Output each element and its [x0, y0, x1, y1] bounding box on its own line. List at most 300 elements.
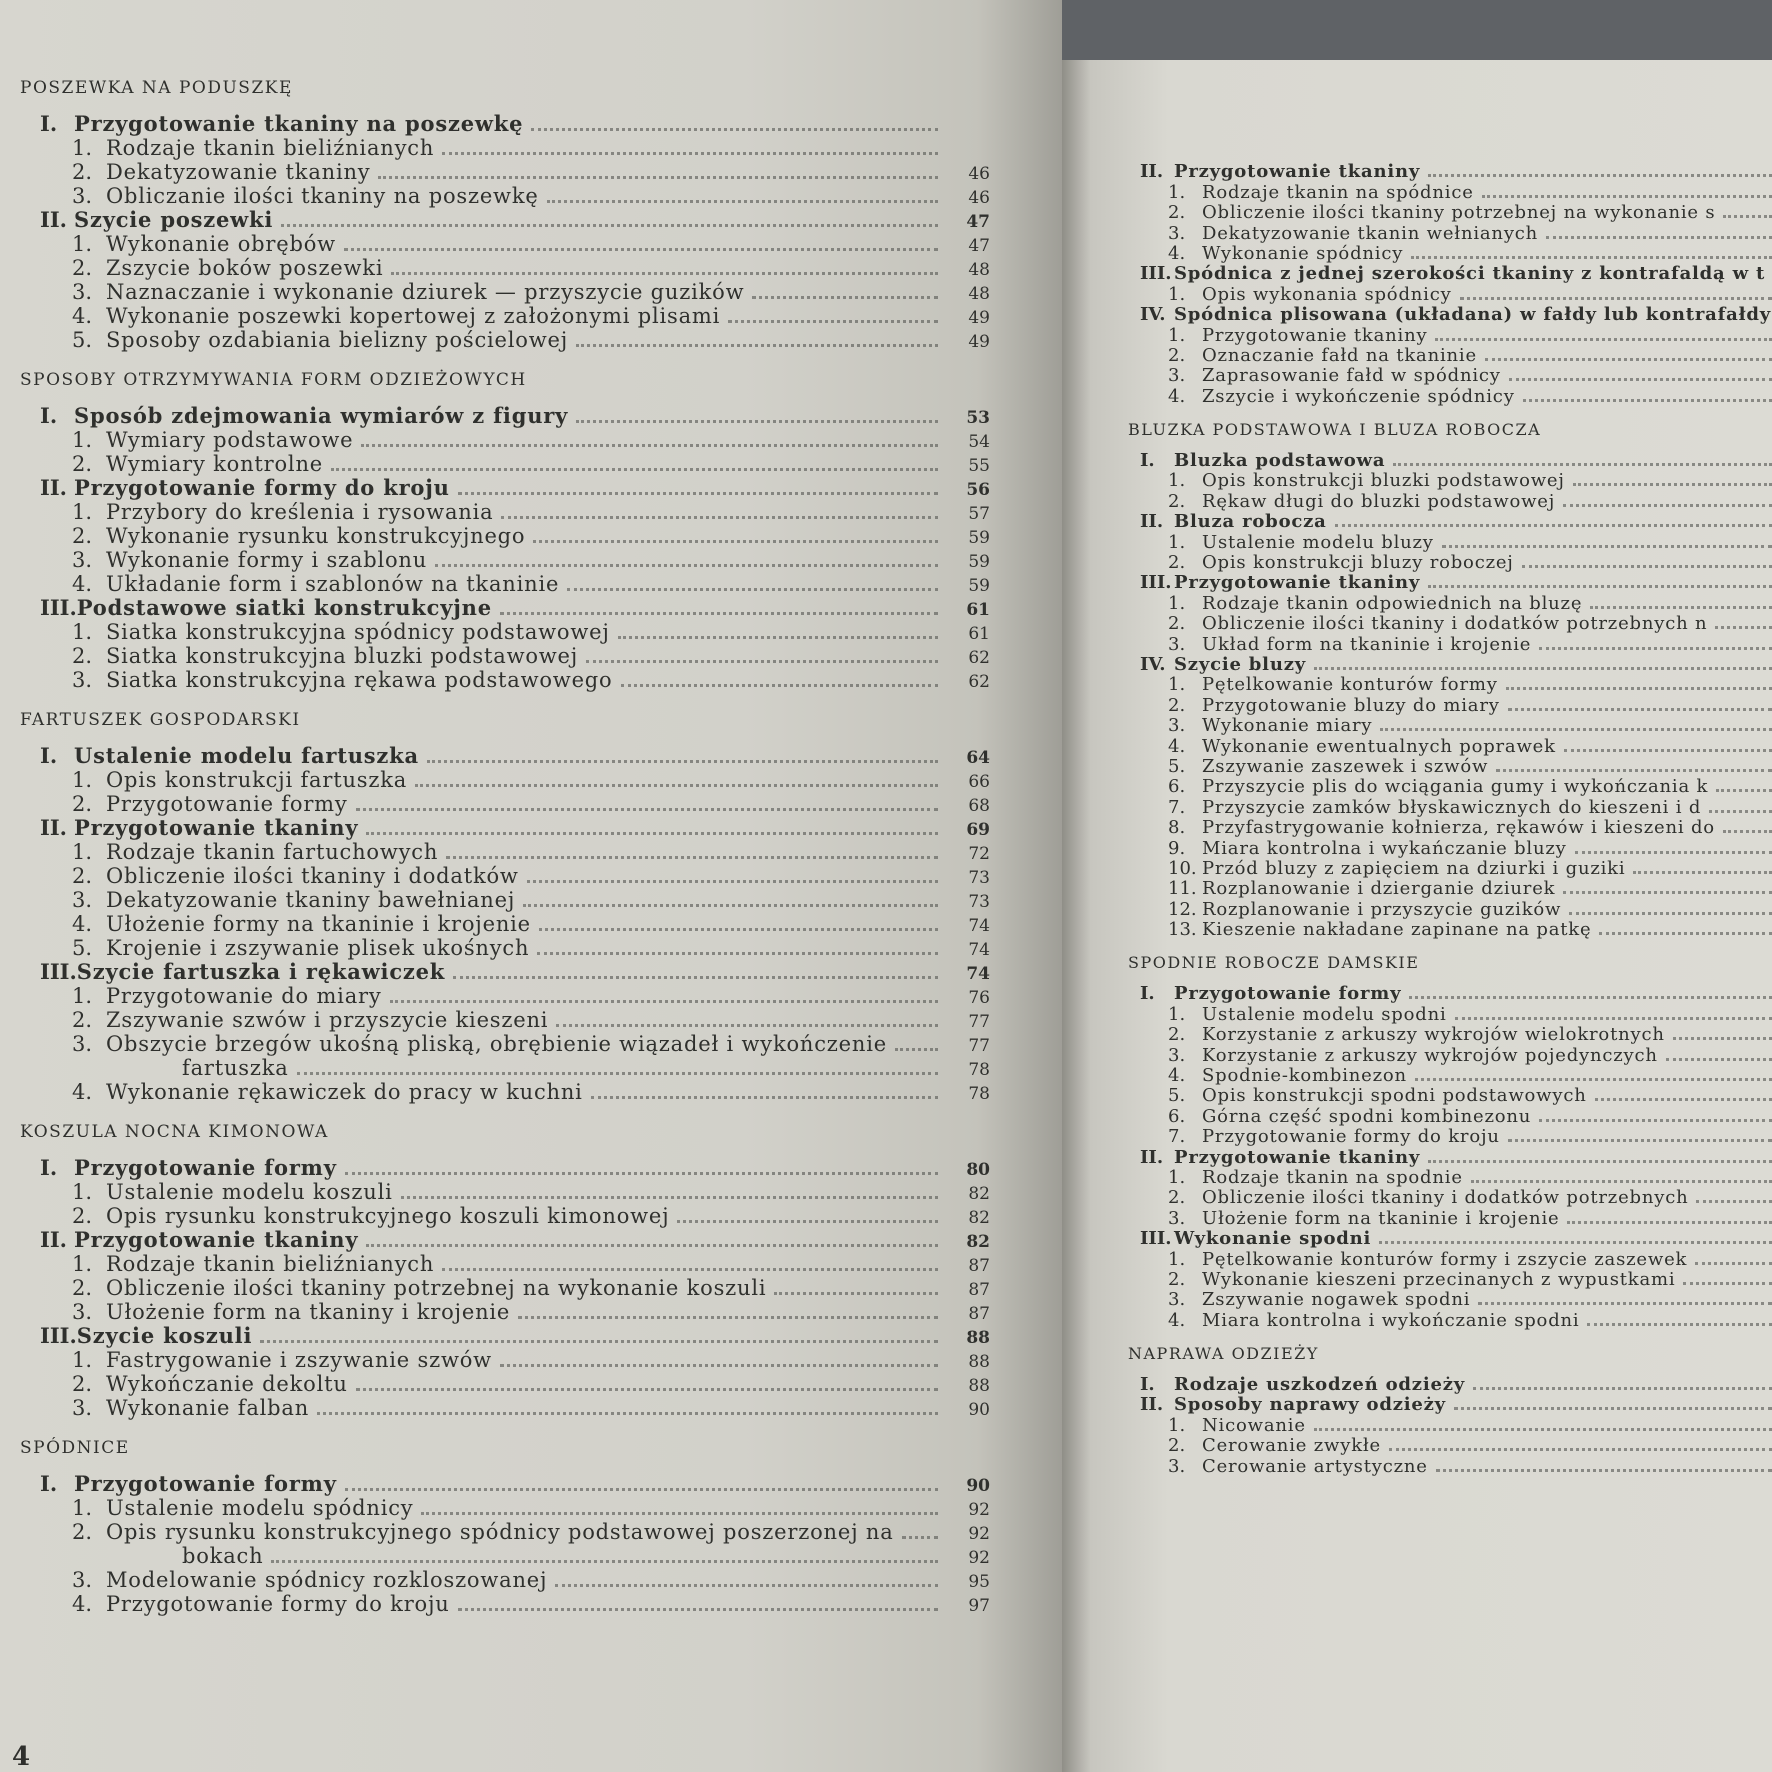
dot-leader	[1573, 469, 1772, 486]
entry-page-number: 92	[968, 1500, 990, 1520]
toc-chapter-entry	[1128, 1395, 1772, 1415]
entry-page-number: 87	[968, 1304, 990, 1324]
dot-leader	[533, 526, 938, 543]
entry-page-number: 69	[966, 820, 990, 840]
dot-leader	[500, 1350, 938, 1367]
entry-number: 1.	[72, 840, 93, 864]
toc-entry	[1128, 879, 1772, 899]
entry-page-number: 57	[968, 504, 990, 524]
dot-leader	[1673, 1023, 1772, 1040]
dot-leader	[677, 1206, 938, 1223]
entry-title: Zaprasowanie fałd w spódnicy	[1202, 365, 1501, 387]
dot-leader	[1522, 551, 1772, 568]
toc-chapter-entry	[20, 596, 990, 620]
entry-title: Miara kontrolna i wykańczanie bluzy	[1202, 837, 1567, 859]
toc-entry	[20, 1252, 990, 1276]
entry-title: Wykonanie falban	[106, 1396, 310, 1420]
entry-number: 5.	[1168, 1085, 1186, 1107]
entry-page-number: 77	[968, 1012, 990, 1032]
toc-entry	[20, 644, 990, 668]
toc-entry	[1128, 386, 1772, 406]
entry-title: Przygotowanie formy do kroju	[1202, 1126, 1500, 1148]
entry-page-number: 49	[968, 332, 990, 352]
toc-entry	[1128, 1208, 1772, 1228]
toc-entry	[20, 1496, 990, 1520]
entry-title: Kieszenie nakładane zapinane na patkę	[1202, 919, 1592, 941]
entry-number: 7.	[1168, 796, 1186, 818]
entry-number: I.	[40, 111, 58, 136]
toc-entry	[20, 304, 990, 328]
entry-title: Szycie poszewki	[74, 207, 274, 232]
toc-entry	[1128, 1188, 1772, 1208]
dot-leader	[271, 1546, 938, 1563]
dot-leader	[421, 1498, 938, 1515]
entry-title: Krojenie i zszywanie plisek ukośnych	[106, 936, 530, 960]
dot-leader	[1563, 490, 1772, 507]
entry-page-number: 54	[968, 432, 990, 452]
dot-leader	[344, 234, 938, 251]
entry-number: 2.	[72, 1204, 93, 1228]
entry-page-number: 88	[968, 1376, 990, 1396]
entry-page-number: 82	[968, 1208, 990, 1228]
entry-title: Rodzaje tkanin odpowiednich na bluzę	[1202, 592, 1583, 614]
dot-leader	[752, 282, 938, 299]
entry-title: Sposób zdejmowania wymiarów z figury	[74, 403, 569, 428]
toc-entry	[20, 160, 990, 184]
dot-leader	[345, 1474, 938, 1491]
entry-title: Przygotowanie formy	[74, 1155, 337, 1180]
entry-title: Obliczenie ilości tkaniny potrzebnej na wykonanie koszuli	[106, 1276, 767, 1300]
toc-entry	[1128, 1436, 1772, 1456]
entry-title: Układ form na tkaninie i krojenie	[1202, 633, 1532, 655]
entry-number: II.	[1140, 1146, 1164, 1168]
dot-leader	[1696, 1186, 1772, 1203]
toc-entry	[20, 1080, 990, 1104]
entry-number: 3.	[1168, 1044, 1186, 1066]
dot-leader	[1587, 1309, 1772, 1326]
toc-chapter-entry	[20, 1228, 990, 1252]
entry-number: 7.	[1168, 1126, 1186, 1148]
entry-title: Przyszycie zamków błyskawicznych do kieszeni i d	[1202, 796, 1702, 818]
dot-leader	[1633, 857, 1772, 874]
entry-title: Korzystanie z arkuszy wykrojów pojedynczych	[1202, 1044, 1658, 1066]
dot-leader	[591, 1082, 938, 1099]
toc-chapter-entry	[1128, 1375, 1772, 1395]
dot-leader	[1508, 1125, 1772, 1142]
dot-leader	[902, 1522, 938, 1539]
dot-leader	[356, 1374, 938, 1391]
entry-number: 11.	[1168, 878, 1197, 900]
entry-number: I.	[40, 743, 58, 768]
toc-entry	[20, 1032, 990, 1056]
entry-number: II.	[1140, 1394, 1164, 1416]
entry-title: fartuszka	[182, 1056, 289, 1080]
entry-title: Spódnica plisowana (układana) w fałdy lub kontrafałdy	[1174, 304, 1771, 326]
entry-title: Górna część spodni kombinezonu	[1202, 1105, 1532, 1127]
dot-leader	[1508, 694, 1772, 711]
dot-leader	[621, 670, 939, 687]
toc-entry	[20, 1348, 990, 1372]
entry-title: Ustalenie modelu koszuli	[106, 1180, 393, 1204]
entry-title: Rodzaje tkanin na spódnice	[1202, 181, 1474, 203]
dot-leader	[1411, 242, 1772, 259]
entry-number: 3.	[72, 888, 93, 912]
dot-leader	[537, 938, 938, 955]
entry-number: 2.	[72, 1008, 93, 1032]
dot-leader	[1409, 982, 1772, 999]
entry-title: Wykonanie poszewki kopertowej z założonymi plisami	[106, 304, 721, 328]
entry-number: III.	[40, 1323, 77, 1348]
entry-number: 1.	[72, 984, 93, 1008]
dot-leader	[523, 890, 938, 907]
entry-page-number: 46	[968, 188, 990, 208]
toc-entry	[20, 888, 990, 912]
toc-chapter-entry	[1128, 1147, 1772, 1167]
entry-number: 4.	[1168, 385, 1186, 407]
entry-title: Opis konstrukcji fartuszka	[106, 768, 408, 792]
toc-entry	[20, 936, 990, 960]
entry-number: 1.	[1168, 1414, 1186, 1436]
toc-entry	[20, 572, 990, 596]
entry-title: bokach	[182, 1544, 264, 1568]
dot-leader	[356, 794, 938, 811]
entry-number: 2.	[1168, 202, 1186, 224]
entry-title: Dekatyzowanie tkaniny	[106, 160, 371, 184]
entry-page-number: 78	[968, 1084, 990, 1104]
dot-leader	[442, 1254, 938, 1271]
entry-title: Cerowanie zwykłe	[1202, 1435, 1381, 1457]
dot-leader	[1506, 673, 1772, 690]
entry-page-number: 82	[968, 1184, 990, 1204]
entry-page-number: 53	[966, 408, 990, 428]
dot-leader	[539, 914, 938, 931]
entry-number: 1.	[1168, 1248, 1186, 1270]
entry-number: 3.	[1168, 1207, 1186, 1229]
dot-leader	[576, 406, 938, 423]
dot-leader	[1539, 1105, 1772, 1122]
dot-leader	[555, 1570, 938, 1587]
entry-number: III.	[40, 595, 77, 620]
toc-entry	[20, 1520, 990, 1544]
dot-leader	[260, 1326, 938, 1343]
dot-leader	[1335, 510, 1772, 527]
toc-entry	[1128, 1249, 1772, 1269]
entry-title: Wykonanie ewentualnych poprawek	[1202, 735, 1556, 757]
entry-number: 2.	[72, 792, 93, 816]
section-title: SPÓDNICE	[20, 1438, 130, 1458]
dot-leader	[1539, 633, 1772, 650]
dot-leader	[1723, 816, 1772, 833]
entry-title: Wymiary podstawowe	[106, 428, 354, 452]
entry-title: Przygotowanie tkaniny	[1174, 1146, 1421, 1168]
entry-title: Przygotowanie tkaniny	[1202, 324, 1428, 346]
section-title: FARTUSZEK GOSPODARSKI	[20, 710, 301, 730]
entry-number: 2.	[72, 160, 93, 184]
toc-entry	[1128, 614, 1772, 634]
entry-title: Obliczenie ilości tkaniny i dodatków potrzebnych	[1202, 1187, 1689, 1209]
entry-number: 4.	[72, 304, 93, 328]
toc-entry	[1128, 366, 1772, 386]
toc-entry	[1128, 736, 1772, 756]
entry-page-number: 88	[968, 1352, 990, 1372]
entry-number: 5.	[72, 328, 93, 352]
dot-leader	[345, 1158, 938, 1175]
entry-page-number: 46	[968, 164, 990, 184]
entry-title: Opis rysunku konstrukcyjnego koszuli kimonowej	[106, 1204, 670, 1228]
dot-leader	[1563, 877, 1772, 894]
toc-entry	[1128, 634, 1772, 654]
toc-chapter-entry	[1128, 162, 1772, 182]
entry-title: Zszycie boków poszewki	[106, 256, 384, 280]
entry-page-number: 87	[968, 1256, 990, 1276]
dot-leader	[1379, 1227, 1772, 1244]
toc-entry	[1128, 1106, 1772, 1126]
dot-leader	[1523, 385, 1772, 402]
entry-title: Dekatyzowanie tkaniny bawełnianej	[106, 888, 516, 912]
toc-chapter-entry	[20, 744, 990, 768]
dot-leader	[1389, 1434, 1772, 1451]
entry-title: Przygotowanie formy	[1174, 983, 1402, 1005]
entry-title: Wykonanie formy i szablonu	[106, 548, 428, 572]
toc-entry	[1128, 325, 1772, 345]
entry-page-number: 61	[968, 624, 990, 644]
entry-page-number: 92	[968, 1548, 990, 1568]
dot-leader	[281, 210, 938, 227]
dot-leader	[1428, 1146, 1772, 1163]
toc-entry	[1128, 1456, 1772, 1476]
entry-page-number: 66	[968, 772, 990, 792]
entry-page-number: 90	[968, 1400, 990, 1420]
toc-chapter-entry	[20, 208, 990, 232]
right-toc-column	[1128, 162, 1772, 1477]
entry-number: 2.	[1168, 613, 1186, 635]
entry-page-number: 74	[968, 940, 990, 960]
entry-title: Wykonanie kieszeni przecinanych z wypustkami	[1202, 1268, 1676, 1290]
dot-leader	[1455, 1003, 1772, 1020]
entry-title: Modelowanie spódnicy rozkloszowanej	[106, 1568, 548, 1592]
toc-entry	[1128, 818, 1772, 838]
entry-title: Przygotowanie do miary	[106, 984, 382, 1008]
entry-page-number: 59	[968, 576, 990, 596]
entry-title: Spódnica z jednej szerokości tkaniny z kontrafaldą w t	[1174, 263, 1766, 285]
entry-title: Przygotowanie tkaniny	[74, 815, 359, 840]
toc-entry	[20, 1300, 990, 1324]
entry-number: 1.	[72, 428, 93, 452]
entry-page-number: 88	[966, 1328, 990, 1348]
toc-entry	[20, 428, 990, 452]
entry-page-number: 68	[968, 796, 990, 816]
entry-number: 4.	[1168, 242, 1186, 264]
entry-number: 3.	[1168, 365, 1186, 387]
entry-title: Układanie form i szablonów na tkaninie	[106, 572, 560, 596]
toc-entry	[1128, 920, 1772, 940]
dot-leader	[1716, 775, 1772, 792]
entry-title: Zszywanie nogawek spodni	[1202, 1289, 1471, 1311]
entry-number: III.	[40, 959, 77, 984]
toc-entry	[20, 136, 990, 160]
toc-entry	[1128, 203, 1772, 223]
toc-entry	[1128, 1066, 1772, 1086]
entry-title: Przygotowanie formy	[106, 792, 348, 816]
entry-title: Fastrygowanie i zszywanie szwów	[106, 1348, 492, 1372]
toc-chapter-entry	[20, 960, 990, 984]
entry-title: Ułożenie form na tkaninie i krojenie	[1202, 1207, 1560, 1229]
dot-leader	[378, 162, 938, 179]
dot-leader	[446, 842, 938, 859]
dot-leader	[453, 962, 938, 979]
entry-number: 3.	[72, 1300, 93, 1324]
dot-leader	[297, 1058, 938, 1075]
entry-page-number: 61	[966, 600, 990, 620]
dot-leader	[728, 306, 938, 323]
entry-title: Spodnie-kombinezon	[1202, 1065, 1407, 1087]
entry-number: 8.	[1168, 817, 1186, 839]
entry-page-number: 95	[968, 1572, 990, 1592]
toc-entry	[1128, 777, 1772, 797]
entry-number: 3.	[1168, 1455, 1186, 1477]
toc-entry	[20, 184, 990, 208]
entry-number: 3.	[72, 668, 93, 692]
dot-leader	[1723, 201, 1772, 218]
toc-chapter-entry	[20, 1472, 990, 1496]
toc-entry	[20, 984, 990, 1008]
toc-chapter-entry	[1128, 264, 1772, 284]
dot-leader	[567, 574, 938, 591]
entry-number: II.	[40, 207, 67, 232]
entry-title: Ustalenie modelu bluzy	[1202, 531, 1434, 553]
entry-title: Ustalenie modelu spódnicy	[106, 1496, 414, 1520]
entry-title: Obliczenie ilości tkaniny i dodatków	[106, 864, 519, 888]
toc-entry	[1128, 553, 1772, 573]
toc-entry	[20, 1180, 990, 1204]
entry-title: Wykonanie miary	[1202, 715, 1373, 737]
toc-entry	[1128, 695, 1772, 715]
entry-number: 1.	[1168, 470, 1186, 492]
entry-number: 1.	[72, 1348, 93, 1372]
entry-title: Przygotowanie formy do kroju	[106, 1592, 450, 1616]
dot-leader	[1546, 222, 1772, 239]
entry-number: 2.	[1168, 694, 1186, 716]
entry-number: 3.	[72, 1568, 93, 1592]
dot-leader	[1314, 653, 1772, 670]
dot-leader	[361, 430, 938, 447]
entry-page-number: 62	[968, 648, 990, 668]
entry-number: 13.	[1168, 919, 1197, 941]
toc-entry	[20, 840, 990, 864]
entry-title: Pętelkowanie konturów formy i zszycie zaszewek	[1202, 1248, 1688, 1270]
dot-leader	[774, 1278, 938, 1295]
entry-number: 1.	[72, 1496, 93, 1520]
toc-entry	[20, 1592, 990, 1616]
dot-leader	[1569, 898, 1772, 915]
toc-entry	[1128, 797, 1772, 817]
entry-number: 2.	[72, 1372, 93, 1396]
entry-title: Obliczenie ilości tkaniny i dodatków potrzebnych n	[1202, 613, 1708, 635]
entry-number: 2.	[1168, 1187, 1186, 1209]
entry-page-number: 73	[968, 892, 990, 912]
entry-number: 2.	[1168, 552, 1186, 574]
entry-title: Szycie koszuli	[76, 1323, 253, 1348]
entry-number: I.	[40, 403, 58, 428]
dot-leader	[415, 770, 938, 787]
entry-number: IV.	[1140, 653, 1166, 675]
toc-entry	[1128, 1025, 1772, 1045]
entry-number: 10.	[1168, 857, 1197, 879]
entry-title: Obliczanie ilości tkaniny na poszewkę	[106, 184, 539, 208]
toc-entry	[1128, 838, 1772, 858]
entry-number: 2.	[1168, 1268, 1186, 1290]
entry-title: Rękaw długi do bluzki podstawowej	[1202, 490, 1556, 512]
toc-chapter-entry	[1128, 655, 1772, 675]
entry-number: 5.	[1168, 755, 1186, 777]
entry-title: Korzystanie z arkuszy wykrojów wielokrotnych	[1202, 1024, 1665, 1046]
entry-number: III.	[1140, 263, 1172, 285]
entry-title: Przygotowanie bluzy do miary	[1202, 694, 1500, 716]
entry-number: 3.	[72, 1396, 93, 1420]
entry-page-number: 64	[966, 748, 990, 768]
dot-leader	[556, 1010, 938, 1027]
dot-leader	[576, 330, 938, 347]
toc-entry	[1128, 1310, 1772, 1330]
entry-number: I.	[1140, 1374, 1155, 1396]
dot-leader	[1393, 449, 1772, 466]
entry-title: Przyszycie plis do wciągania gumy i wykończania k	[1202, 776, 1709, 798]
entry-number: II.	[1140, 511, 1164, 533]
toc-chapter-entry	[20, 404, 990, 428]
entry-title: Opis wykonania spódnicy	[1202, 283, 1452, 305]
dot-leader	[366, 1230, 938, 1247]
entry-title: Rodzaje tkanin bieliźnianych	[106, 1252, 435, 1276]
entry-number: 1.	[1168, 1166, 1186, 1188]
dot-leader	[1567, 1207, 1772, 1224]
entry-number: 4.	[1168, 1065, 1186, 1087]
toc-entry	[20, 256, 990, 280]
dot-leader	[427, 746, 938, 763]
dot-leader	[331, 454, 938, 471]
toc-entry	[20, 548, 990, 572]
dot-leader	[618, 622, 938, 639]
toc-entry	[20, 1372, 990, 1396]
toc-entry	[1128, 1004, 1772, 1024]
entry-number: 2.	[72, 1276, 93, 1300]
entry-title: Wykonanie spódnicy	[1202, 242, 1404, 264]
entry-title: Przybory do kreślenia i rysowania	[106, 500, 494, 524]
entry-title: Cerowanie artystyczne	[1202, 1455, 1428, 1477]
dot-leader	[458, 1594, 938, 1611]
toc-chapter-entry	[20, 1156, 990, 1180]
entry-number: 1.	[72, 768, 93, 792]
toc-entry	[1128, 1270, 1772, 1290]
entry-title: Rodzaje tkanin bieliźnianych	[106, 136, 435, 160]
toc-entry	[1128, 1045, 1772, 1065]
entry-title: Szycie fartuszka i rękawiczek	[76, 959, 446, 984]
entry-title: Szycie bluzy	[1174, 653, 1306, 675]
toc-entry	[1128, 244, 1772, 264]
toc-entry	[20, 500, 990, 524]
dot-leader	[1599, 918, 1772, 935]
entry-title: Przygotowanie tkaniny	[74, 1227, 359, 1252]
entry-number: 2.	[1168, 490, 1186, 512]
toc-chapter-entry	[20, 816, 990, 840]
entry-page-number: 59	[968, 528, 990, 548]
dot-leader	[531, 114, 938, 131]
toc-entry	[1128, 223, 1772, 243]
entry-title: Wykonanie obrębów	[106, 232, 336, 256]
entry-number: 4.	[72, 912, 93, 936]
dot-leader	[1460, 283, 1772, 300]
entry-page-number: 56	[966, 480, 990, 500]
entry-number: I.	[1140, 983, 1155, 1005]
